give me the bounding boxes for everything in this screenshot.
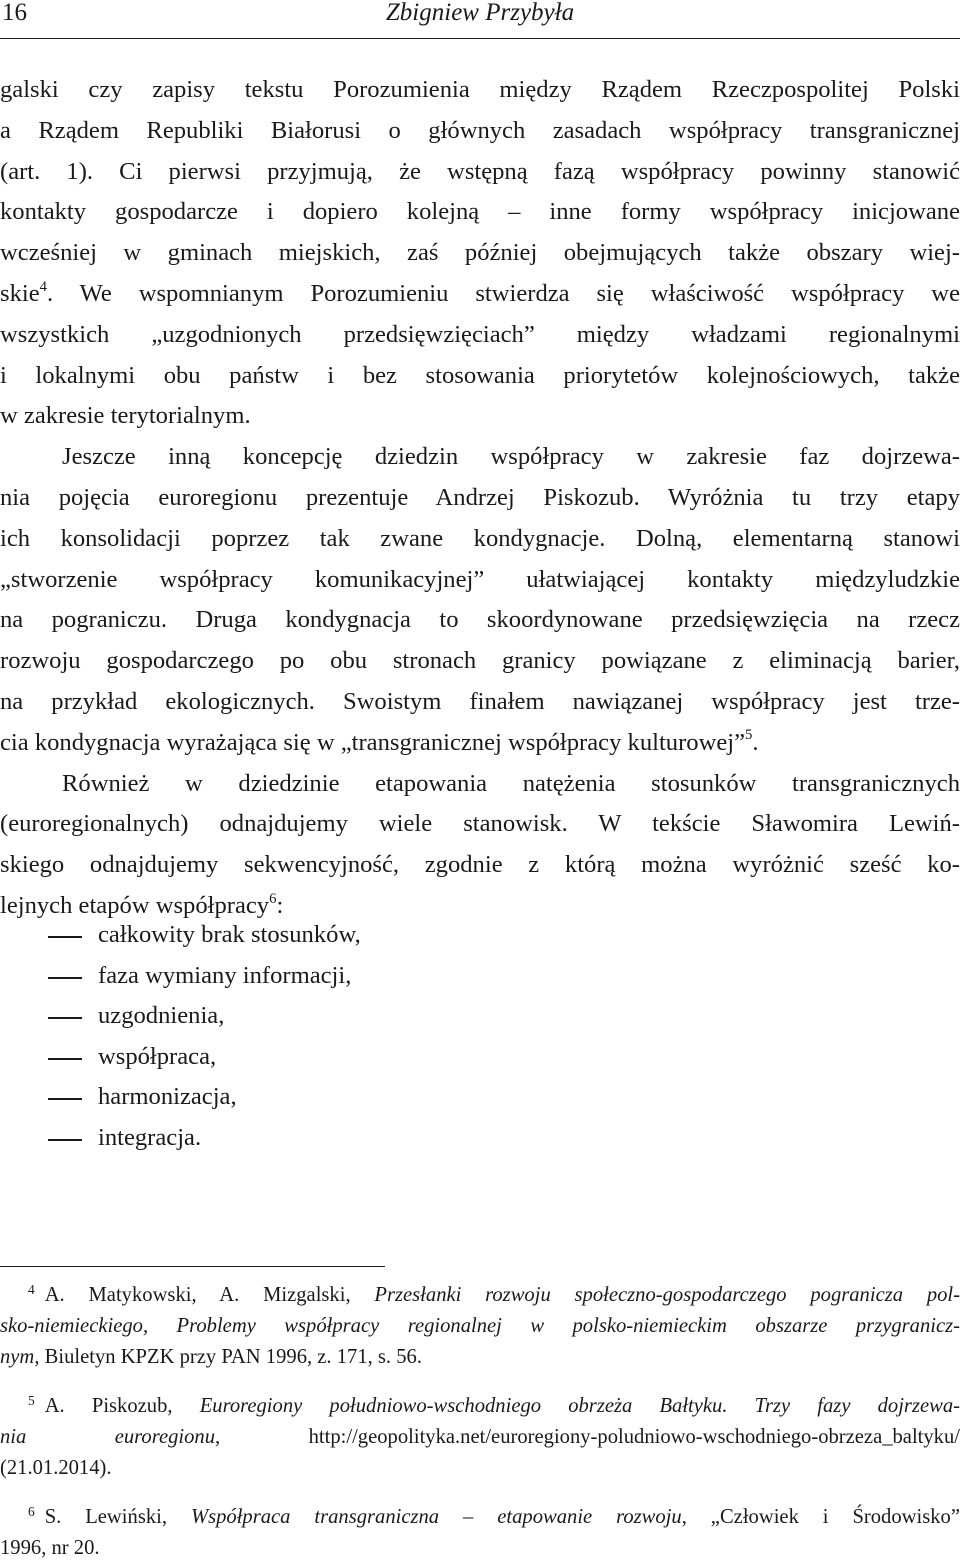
text-line: kontakty gospodarcze i dopiero kolejną – inne formy współpracy inicjowane [0,198,960,226]
text-fragment: . We wspomnianym Porozumieniu stwierdza się właściwość współpracy we [47,279,960,307]
footnote-title: Współpraca transgraniczna – etapowanie rozwoju [190,1506,682,1528]
footnote-text: , „Człowiek i Środowisko” [681,1506,960,1528]
dash-bullet-icon [48,936,82,938]
list-item [0,915,960,956]
list-item-text: uzgodnienia, [98,1002,225,1030]
dash-bullet-icon [48,1058,82,1060]
text-line: galski czy zapisy tekstu Porozumienia między Rządem Rzeczpospolitej Polski [0,76,960,103]
footnotes [0,1280,960,1564]
text-fragment: lejnych etapów współpracy [0,891,270,919]
footnote-title: sko-niemieckiego, Problemy współpracy regionalnej w polsko-niemieckim obszarze przygranicz- [0,1315,960,1337]
footnote-number: 4 [28,1281,35,1297]
text-line: na pograniczu. Druga kondygnacja to skoordynowane przedsięwzięcia na rzecz [0,606,960,634]
text-line: wszystkich „uzgodnionych przedsięwzięciach” między władzami regionalnymi [0,320,960,348]
text-line: (art. 1). Ci pierwsi przyjmują, że wstępną fazą współpracy powinny stanowić [0,157,960,185]
dash-bullet-icon [48,1098,82,1100]
dash-bullet-icon [48,1139,82,1141]
footnote-text: S. Lewiński, [44,1506,191,1528]
text-line: a Rządem Republiki Białorusi o głównych zasadach współpracy transgranicznej [0,116,960,144]
footnote-line [0,1342,960,1373]
footnote-number: 6 [28,1503,35,1519]
text-fragment: skie [0,279,40,307]
footnote-title: nym [0,1346,35,1368]
footnote-separator [0,1266,385,1267]
text-line: rozwoju gospodarczego po obu stronach granicy powiązane z eliminacją barier, [0,647,960,675]
footnote-url-link[interactable]: , http://geopolityka.net/euroregiony-poludniowo-wschodniego-obrzeza_baltyku/ [215,1426,960,1448]
list-item-text: współpraca, [98,1042,217,1070]
text-line: na przykład ekologicznych. Swoistym finałem nawiązanej współpracy jest trze- [0,687,960,715]
header-rule [0,38,960,39]
list-item-text: harmonizacja, [98,1083,237,1111]
text-fragment: . [752,728,759,756]
running-head-author: Zbigniew Przybyła [385,0,575,26]
stages-list [0,915,960,1159]
text-fragment: : [276,891,284,919]
list-item [0,1037,960,1078]
page-number: 16 [2,0,27,26]
footnote-text: A. Piskozub, [44,1395,200,1417]
footnote-text: A. Matykowski, A. Mizgalski, [44,1284,375,1306]
footnote-reference-5[interactable]: 5 [745,727,753,744]
list-item [0,1077,960,1118]
footnote-4 [0,1280,960,1311]
footnote-title: Euroregiony południowo-wschodniego obrzeża Bałtyku. Trzy fazy dojrzewa- [199,1395,960,1417]
body-text [0,70,960,927]
text-line: w zakresie terytorialnym. [0,402,251,430]
list-item [0,996,960,1037]
footnote-title: Przesłanki rozwoju społeczno-gospodarczego pogranicza pol- [374,1284,960,1306]
text-line: ich konsolidacji poprzez tak zwane kondygnacje. Dolną, elementarną stanowi [0,524,960,552]
footnote-reference-6[interactable]: 6 [269,890,277,907]
text-line: Również w dziedzinie etapowania natężenia stosunków transgranicznych [62,769,960,797]
footnote-text: , Biuletyn KPZK przy PAN 1996, z. 171, s. 56. [34,1346,422,1368]
list-item [0,1118,960,1159]
footnote-5 [0,1391,960,1422]
text-line: i lokalnymi obu państw i bez stosowania priorytetów kolejnościowych, także [0,361,960,389]
footnote-line: (21.01.2014). [0,1457,112,1479]
dash-bullet-icon [48,977,82,979]
list-item-text: integracja. [98,1123,202,1151]
footnote-line [0,1311,960,1342]
list-item-text: całkowity brak stosunków, [98,921,361,948]
text-line: wcześniej w gminach miejskich, zaś później obejmujących także obszary wiej- [0,239,960,267]
footnote-title: nia euroregionu [0,1426,216,1448]
text-line: skiego odnajdujemy sekwencyjność, zgodnie z którą można wyróżnić sześć ko- [0,851,960,879]
list-item [0,956,960,997]
footnote-reference-4[interactable]: 4 [39,278,47,295]
running-head [0,0,960,32]
footnote-6 [0,1502,960,1533]
list-item-text: faza wymiany informacji, [98,961,352,989]
text-line: nia pojęcia euroregionu prezentuje Andrzej Piskozub. Wyróżnia tu trzy etapy [0,483,960,511]
dash-bullet-icon [48,1017,82,1019]
text-line [0,274,960,315]
text-line: „stworzenie współpracy komunikacyjnej” ułatwiającej kontakty międzyludzkie [0,565,960,593]
text-line [0,723,960,764]
footnote-line: 1996, nr 20. [0,1537,100,1559]
text-line: (euroregionalnych) odnajdujemy wiele stanowisk. W tekście Sławomira Lewiń- [0,810,960,838]
footnote-number: 5 [28,1392,35,1408]
footnote-line [0,1422,960,1453]
text-fragment: cia kondygnacja wyrażająca się w „transgranicznej współpracy kulturowej” [0,728,745,756]
text-line: Jeszcze inną koncepcję dziedzin współpracy w zakresie faz dojrzewa- [62,443,960,471]
